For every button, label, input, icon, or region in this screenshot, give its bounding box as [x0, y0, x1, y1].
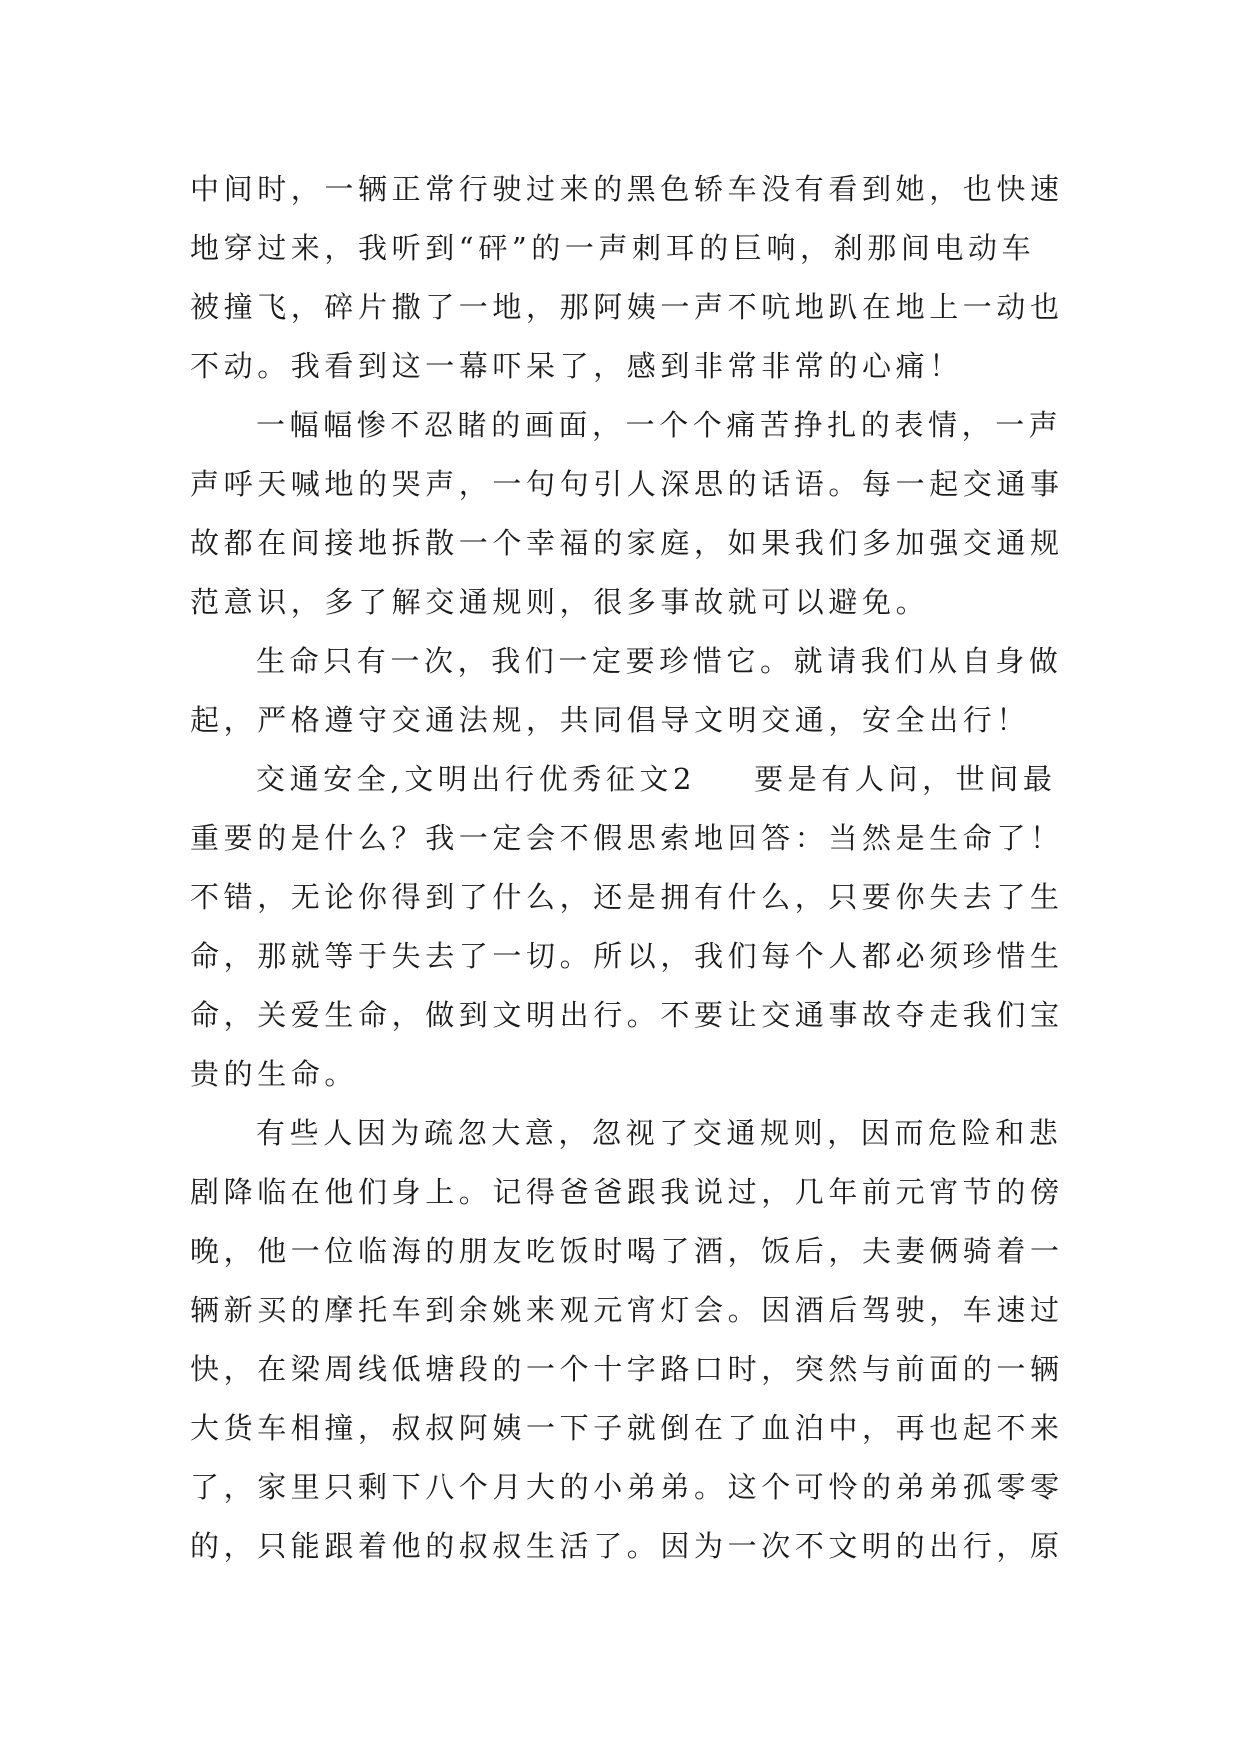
document-body [190, 160, 1064, 1576]
text-line: 有些人因为疏忽大意，忽视了交通规则，因而危险和悲 [256, 1116, 1063, 1150]
text-line: 命，关爱生命，做到文明出行。不要让交通事故夺走我们宝 [190, 998, 1064, 1032]
text-line: 快，在梁周线低塘段的一个十字路口时，突然与前面的一辆 [190, 1352, 1064, 1386]
text-line: 中间时，一辆正常行驶过来的黑色轿车没有看到她，也快速 [190, 172, 1064, 206]
text-line: 不动。我看到这一幕吓呆了，感到非常非常的心痛！ [190, 349, 963, 383]
heading-line [190, 750, 1060, 809]
text-line: 晚，他一位临海的朋友吃饭时喝了酒，饭后，夫妻俩骑着一 [190, 1234, 1064, 1268]
text-line: 一幅幅惨不忍睹的画面，一个个痛苦挣扎的表情，一声 [256, 408, 1063, 442]
text-line: 的，只能跟着他的叔叔生活了。因为一次不文明的出行，原 [190, 1529, 1064, 1563]
text-line: 辆新买的摩托车到余姚来观元宵灯会。因酒后驾驶，车速过 [190, 1293, 1064, 1327]
text-line: 命，那就等于失去了一切。所以，我们每个人都必须珍惜生 [190, 939, 1064, 973]
text-line: 范意识，多了解交通规则，很多事故就可以避免。 [190, 585, 930, 619]
text-line: 不错，无论你得到了什么，还是拥有什么，只要你失去了生 [190, 880, 1064, 914]
text-line: 了，家里只剩下八个月大的小弟弟。这个可怜的弟弟孤零零 [190, 1470, 1064, 1504]
text-line: 剧降临在他们身上。记得爸爸跟我说过，几年前元宵节的傍 [190, 1175, 1064, 1209]
paragraph-start: 要是有人问，世间最 [754, 762, 1057, 796]
text-line: 故都在间接地拆散一个幸福的家庭，如果我们多加强交通规 [190, 526, 1064, 560]
text-line: 地穿过来，我听到“砰”的一声刺耳的巨响，刹那间电动车 [190, 231, 1036, 265]
text-line: 大货车相撞，叔叔阿姨一下子就倒在了血泊中，再也起不来 [190, 1411, 1064, 1445]
text-line: 重要的是什么？我一定会不假思索地回答：当然是生命了！ [190, 821, 1064, 855]
text-line: 被撞飞，碎片撒了一地，那阿姨一声不吭地趴在地上一动也 [190, 290, 1064, 324]
text-line: 声呼天喊地的哭声，一句句引人深思的话语。每一起交通事 [190, 467, 1064, 501]
text-line: 贵的生命。 [190, 1057, 359, 1091]
essay-title: 交通安全,文明出行优秀征文2 [256, 762, 697, 796]
text-line: 起，严格遵守交通法规，共同倡导文明交通，安全出行！ [190, 703, 1031, 737]
text-line: 生命只有一次，我们一定要珍惜它。就请我们从自身做 [256, 644, 1063, 678]
